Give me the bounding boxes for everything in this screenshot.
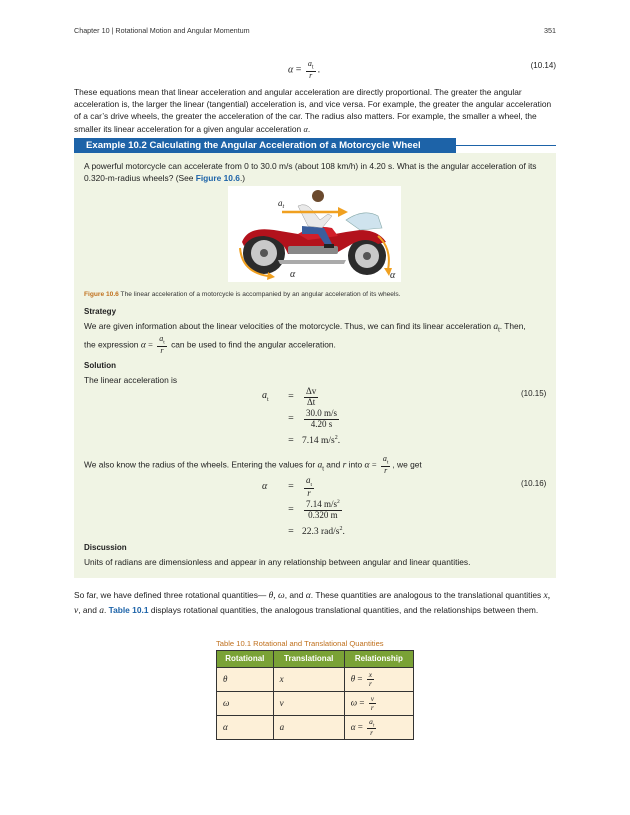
at-label: $a_t$	[278, 198, 285, 210]
alpha-left-label: α	[290, 269, 296, 280]
chapter-title: Chapter 10 | Rotational Motion and Angular Momentum	[74, 26, 250, 35]
eq-fraction	[306, 60, 316, 80]
frac-num-sub: t	[310, 481, 313, 488]
rel-lhs: θ	[350, 673, 356, 684]
strategy-symbol-sub: t	[498, 327, 500, 334]
table-link[interactable]: Table 10.1	[108, 604, 149, 615]
strategy-expression-tail: can be used to find the angular acceleration.	[171, 339, 336, 350]
table-row	[217, 668, 414, 692]
closing-rot-symbols: θ, ω	[268, 591, 285, 601]
eq-result-sup: 2	[339, 525, 343, 532]
table-cell-translational: v	[273, 692, 344, 716]
frac-den: r	[370, 703, 374, 712]
rel-frac	[367, 718, 376, 738]
rel-eq: =	[359, 697, 365, 708]
frac-num: 7.14 m/s	[306, 499, 338, 510]
frac-den: r	[160, 346, 164, 356]
table-cell-translational: a	[273, 716, 344, 740]
strategy-expression-lead: the expression	[84, 339, 139, 350]
eq-frac-1	[304, 476, 314, 499]
eq-frac-2	[304, 500, 342, 520]
rel-lhs: α	[350, 721, 356, 732]
radius-into: into	[348, 459, 363, 470]
radius-tail: , we get	[392, 459, 422, 470]
rel-frac	[367, 671, 374, 688]
eq-lhs-sub: t	[267, 397, 269, 404]
quantities-table	[216, 650, 414, 740]
equation-number-10-16: (10.16)	[521, 479, 547, 488]
table-header-relationship: Relationship	[344, 651, 413, 668]
rider-head	[312, 190, 324, 202]
frac-den: r	[309, 70, 313, 80]
closing-trans-symbols: x, v	[74, 591, 551, 616]
intro-text: These equations mean that linear acceleration and angular acceleration are directly proportional. The greater the angular acceleration is, the larger the linear (tangential) acceleration is, and vice versa. For example, the greater the angular acceleration of a car’s drive wheels, the greater the acceleration of the car. The radius also matters. For example, the smaller a wheel, the smaller its linear acceleration for a given angular acceleration	[74, 87, 552, 134]
example-title-rule	[456, 145, 556, 146]
frac-num-sup: 2	[337, 499, 340, 506]
table-cell-translational: x	[273, 668, 344, 692]
rel-eq: =	[357, 721, 363, 732]
frac-den: Δt	[307, 396, 316, 407]
rear-hub	[260, 249, 268, 257]
figure-caption	[84, 290, 401, 300]
exhaust	[278, 260, 346, 264]
rider-boot	[324, 244, 334, 248]
closing-a: a	[99, 605, 104, 616]
eq-sign: =	[288, 480, 294, 492]
problem-text: A powerful motorcycle can accelerate from 0 to 30.0 m/s (about 108 km/h) in 4.20 s. What is the angular acceleration of its 0.320-m-radius wheels? (See	[84, 161, 537, 184]
closing-text-a: So far, we have defined three rotational quantities—	[74, 590, 267, 600]
frac-den: r	[368, 679, 372, 688]
table-cell-rotational: ω	[217, 692, 274, 716]
figure-link[interactable]: Figure 10.6	[195, 173, 240, 184]
radius-symbol-a-sub: t	[322, 466, 324, 473]
frac-num-sub: t	[386, 459, 389, 466]
radius-symbol-a: a	[317, 460, 323, 471]
eq-sign: =	[288, 434, 294, 446]
intro-end: .	[307, 123, 311, 134]
table-header-rotational: Rotational	[217, 651, 274, 668]
frac-den: 4.20 s	[310, 418, 333, 429]
equation-10-15	[262, 388, 341, 450]
strategy-text: We are given information about the linear velocities of the motorcycle. Thus, we can find its linear acceleration	[84, 321, 492, 331]
intro-alpha: α	[303, 124, 308, 134]
strategy-expr-eq: =	[148, 340, 153, 350]
closing-paragraph	[74, 589, 556, 619]
table-header-translational: Translational	[273, 651, 344, 668]
eq-frac-1	[304, 387, 318, 407]
frac-num: Δv	[306, 386, 317, 397]
solution-intro: The linear acceleration is	[84, 375, 178, 385]
strategy-heading: Strategy	[84, 307, 117, 316]
closing-alpha: α	[305, 591, 311, 601]
frac-den: 0.320 m	[308, 509, 338, 520]
rel-lhs: ω	[350, 697, 358, 708]
motorcycle-figure	[228, 186, 401, 282]
table-caption: Table 10.1 Rotational and Translational Quantities	[216, 639, 384, 648]
strategy-then: . Then,	[499, 321, 526, 331]
rel-eq: =	[357, 673, 363, 684]
solution-heading: Solution	[84, 361, 116, 370]
eq-lhs: α	[262, 480, 268, 492]
windshield	[346, 213, 382, 230]
discussion-heading: Discussion	[84, 543, 127, 552]
table-cell-relationship	[344, 668, 413, 692]
discussion-text: Units of radians are dimensionless and appear in any relationship between angular and linear quantities.	[84, 557, 471, 567]
eq-end: .	[317, 64, 321, 76]
closing-text-c: .	[103, 604, 107, 615]
eq-result: 7.14 m/s	[302, 435, 335, 446]
frac-den: r	[370, 728, 374, 738]
eq-frac-2	[304, 409, 339, 429]
table-cell-relationship	[344, 716, 413, 740]
equation-10-16	[262, 474, 345, 541]
example-title: Example 10.2 Calculating the Angular Acceleration of a Motorcycle Wheel	[86, 140, 421, 151]
strategy-symbol: a	[493, 322, 499, 332]
strategy-line-1	[84, 320, 546, 335]
closing-text-d: displays rotational quantities, the analogous translational quantities, and the relationships between them.	[150, 604, 539, 615]
eq-sign: =	[288, 390, 294, 402]
table-row	[217, 692, 414, 716]
table-cell-relationship	[344, 692, 413, 716]
strategy-expr-lhs: α	[140, 340, 146, 351]
acceleration-arrowhead	[338, 207, 348, 217]
radius-expr-frac	[381, 455, 391, 476]
frac-num: 30.0 m/s	[306, 408, 338, 419]
eq-sign: =	[288, 412, 294, 424]
frac-num: a	[306, 474, 311, 485]
frac-num: a	[307, 59, 312, 68]
rear-alpha-arrowhead	[267, 272, 275, 280]
equation-number-10-15: (10.15)	[521, 389, 547, 398]
equation-number: (10.14)	[530, 61, 556, 70]
table-cell-rotational: θ	[217, 668, 274, 692]
frac-num-sub: t	[311, 64, 314, 71]
radius-and: and	[326, 459, 341, 470]
frac-num: v	[370, 694, 375, 704]
page-number: 351	[544, 26, 556, 35]
eq-result: 22.3 rad/s	[302, 526, 340, 537]
radius-line	[84, 455, 546, 476]
eq-sign: =	[288, 525, 294, 537]
frac-den: r	[384, 466, 388, 476]
page-header	[74, 26, 556, 36]
frac-num: x	[368, 670, 373, 680]
figure-caption-label: Figure 10.6	[84, 291, 119, 298]
alpha-right-label: α	[390, 270, 396, 281]
problem-end: .)	[239, 173, 246, 184]
frac-num-sub: t	[372, 723, 375, 729]
closing-and-2: , and	[78, 604, 97, 615]
frac-num: a	[369, 716, 373, 726]
intro-paragraph	[74, 86, 556, 136]
radius-expr-lhs: α	[364, 460, 370, 471]
eq-sign: =	[288, 503, 294, 515]
closing-text-b: . These quantities are analogous to the translational quantities	[310, 590, 542, 600]
table-row	[217, 716, 414, 740]
example-problem	[84, 160, 546, 184]
rider-torso	[298, 205, 332, 228]
radius-expr-eq: =	[371, 460, 377, 470]
closing-and-1: , and	[284, 590, 304, 600]
motorcycle-illustration	[228, 186, 401, 282]
strategy-line-2	[84, 335, 546, 356]
eq-result-end: .	[337, 435, 341, 446]
radius-text: We also know the radius of the wheels. Entering the values for	[84, 459, 316, 470]
eq-result-end: .	[342, 526, 345, 537]
strategy-expr-frac	[157, 335, 167, 356]
table-cell-rotational: α	[217, 716, 274, 740]
front-hub	[363, 252, 371, 260]
eq-lhs: a	[262, 390, 267, 402]
eq-sign: =	[295, 64, 302, 76]
eq-lhs: α	[288, 64, 294, 76]
frac-num-sub: t	[163, 339, 165, 346]
frac-den: r	[307, 488, 311, 499]
eq-result-sup: 2	[334, 434, 338, 441]
frac-num: a	[159, 334, 164, 343]
example-title-bar	[74, 138, 456, 153]
rel-frac	[369, 695, 376, 712]
frac-num: a	[382, 454, 387, 463]
table-header-row	[217, 651, 414, 668]
radius-symbol-r: r	[342, 460, 347, 471]
figure-caption-text: The linear acceleration of a motorcycle is accompanied by an angular acceleration of its wheels.	[120, 291, 401, 298]
